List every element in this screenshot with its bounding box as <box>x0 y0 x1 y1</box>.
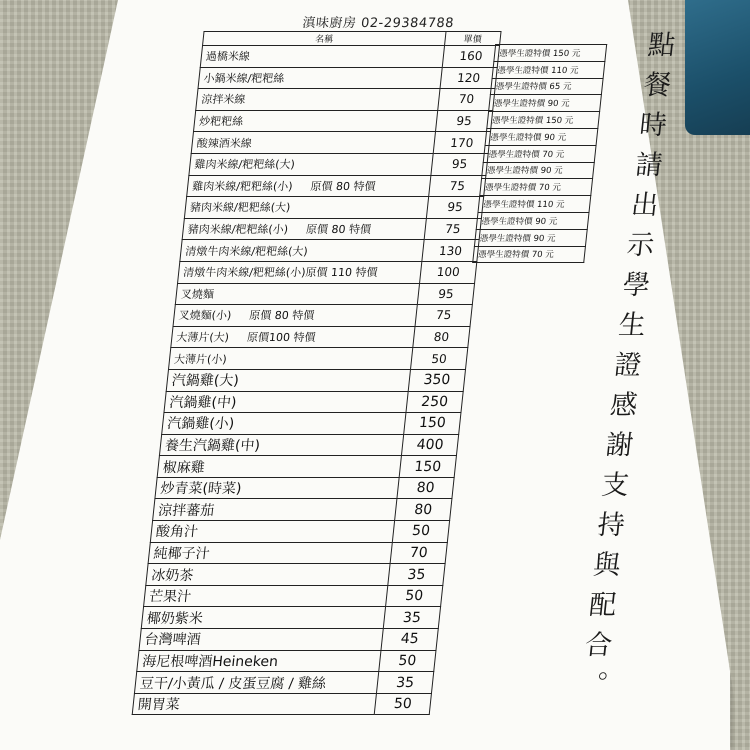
menu-item-name <box>182 218 426 240</box>
menu-item-label: 雞肉米線/粑粑絲(大) <box>193 158 296 172</box>
menu-item-price: 150 <box>404 413 461 435</box>
student-discount-price: 憑學生證特價 90 元 <box>474 229 587 246</box>
menu-item-name <box>134 672 378 694</box>
student-discount-price: 憑學生證特價 65 元 <box>490 78 603 95</box>
menu-item-label: 炒粑粑絲 <box>198 115 244 129</box>
student-discount-price: 憑學生證特價 70 元 <box>473 246 586 263</box>
restaurant-header: 滇味廚房 02-29384788 <box>301 16 455 31</box>
menu-item-name <box>137 650 381 672</box>
menu-item-name <box>144 585 388 607</box>
menu-row <box>157 456 456 478</box>
menu-item-name <box>171 326 415 348</box>
menu-item-label: 過橋米線 <box>205 50 251 64</box>
menu-row <box>187 175 486 197</box>
student-discount-row <box>480 179 593 196</box>
menu-item-label: 汽鍋雞(大) <box>170 373 240 390</box>
student-discount-price: 憑學生證特價 90 元 <box>476 212 589 229</box>
menu-item-label: 椒麻雞 <box>161 459 206 476</box>
menu-row <box>189 153 488 175</box>
menu-item-price: 35 <box>383 607 440 629</box>
menu-item-discount-note: 原價 80 特價 <box>248 309 315 323</box>
menu-item-label: 清燉牛肉米線/粑粑絲(大) <box>184 244 309 258</box>
student-discount-row <box>482 162 595 179</box>
menu-item-price: 35 <box>388 564 445 586</box>
menu-item-price: 80 <box>397 477 454 499</box>
menu-item-label: 純椰子汁 <box>152 545 211 562</box>
menu-item-label: 豆干/小黃瓜 / 皮蛋豆腐 / 雞絲 <box>139 675 327 692</box>
menu-row <box>191 132 490 154</box>
student-discount-row <box>490 78 603 95</box>
menu-item-name <box>157 456 401 478</box>
menu-row <box>164 391 463 413</box>
menu-item-name <box>148 542 392 564</box>
menu-item-name <box>175 283 419 305</box>
column-header-price: 單價 <box>445 32 501 46</box>
menu-row <box>153 499 452 521</box>
menu-item-name <box>155 477 399 499</box>
menu-item-label: 叉燒麵 <box>180 287 215 301</box>
menu-item-price: 50 <box>386 585 443 607</box>
menu-item-label: 汽鍋雞(小) <box>166 416 236 433</box>
menu-item-name <box>173 305 417 327</box>
student-discount-row <box>485 128 598 145</box>
student-discount-price: 憑學生證特價 90 元 <box>482 162 595 179</box>
menu-item-price: 50 <box>411 348 468 370</box>
menu-item-price: 100 <box>420 261 477 283</box>
menu-item-discount-note: 原價100 特價 <box>246 331 317 345</box>
menu-item-price: 80 <box>395 499 452 521</box>
student-discount-price: 憑學生證特價 110 元 <box>492 61 605 78</box>
menu-row <box>182 218 481 240</box>
menu-row <box>148 542 447 564</box>
menu-item-price: 35 <box>376 672 433 694</box>
menu-item-label: 酸辣酒米線 <box>196 136 253 150</box>
student-discount-row <box>489 95 602 112</box>
menu-item-label: 酸角汁 <box>155 524 199 541</box>
menu-item-label: 小鍋米線/粑粑絲 <box>202 71 285 85</box>
menu-item-label: 炒青菜(時菜) <box>159 481 243 498</box>
student-discount-table <box>472 44 607 263</box>
menu-item-price: 170 <box>433 132 490 154</box>
student-discount-price: 憑學生證特價 90 元 <box>489 95 602 112</box>
menu-item-discount-note: 原價 80 特價 <box>305 223 372 237</box>
menu-item-name <box>166 369 410 391</box>
menu-row <box>134 672 433 694</box>
menu-item-price: 50 <box>392 521 449 543</box>
menu-item-price: 75 <box>415 305 472 327</box>
menu-item-label: 椰奶紫米 <box>145 610 204 627</box>
menu-item-price: 75 <box>424 218 481 240</box>
menu-table <box>132 31 502 715</box>
menu-row <box>141 607 440 629</box>
student-id-notice: 點餐時請出示學生證感謝支持與配合。 <box>573 30 676 710</box>
menu-item-price: 95 <box>426 197 483 219</box>
menu-item-name <box>193 110 437 132</box>
menu-row <box>146 564 445 586</box>
menu-row <box>184 197 483 219</box>
menu-row <box>166 369 465 391</box>
menu-item-price: 95 <box>435 110 492 132</box>
menu-row <box>180 240 479 262</box>
student-discount-row <box>487 112 600 129</box>
menu-row <box>175 283 474 305</box>
menu-row <box>132 693 431 715</box>
menu-item-label: 冰奶茶 <box>150 567 195 584</box>
menu-item-price: 95 <box>431 153 488 175</box>
menu-row <box>173 305 472 327</box>
menu-item-name <box>164 391 408 413</box>
menu-item-label: 養生汽鍋雞(中) <box>164 437 261 454</box>
menu-item-name <box>139 629 383 651</box>
student-discount-price: 憑學生證特價 110 元 <box>478 196 591 213</box>
student-discount-row <box>483 145 596 162</box>
menu-row <box>169 348 468 370</box>
student-discount-row <box>476 212 589 229</box>
menu-row <box>162 413 461 435</box>
menu-item-name <box>150 521 394 543</box>
menu-item-name <box>132 693 376 715</box>
menu-item-price: 70 <box>390 542 447 564</box>
menu-item-name <box>169 348 413 370</box>
student-discount-row <box>494 45 607 62</box>
menu-item-label: 海尼根啤酒Heineken <box>141 653 279 670</box>
menu-item-name <box>189 153 433 175</box>
menu-item-label: 汽鍋雞(中) <box>168 394 238 411</box>
menu-item-price: 130 <box>422 240 479 262</box>
menu-item-label: 大薄片(大) <box>175 331 230 345</box>
menu-row <box>198 67 497 89</box>
menu-item-label: 開胃菜 <box>136 697 181 714</box>
menu-row <box>150 521 449 543</box>
menu-row <box>137 650 436 672</box>
menu-item-name <box>162 413 406 435</box>
menu-row <box>144 585 443 607</box>
student-discount-row <box>473 246 586 263</box>
student-discount-price: 憑學生證特價 70 元 <box>483 145 596 162</box>
menu-item-price: 50 <box>379 650 436 672</box>
menu-row <box>159 434 458 456</box>
menu-row <box>193 110 492 132</box>
menu-item-label: 清燉牛肉米線/粑粑絲(小)原價 110 特價 <box>182 266 379 280</box>
menu-item-label: 雞肉米線/粑粑絲(小) <box>191 179 294 193</box>
menu-row <box>196 89 495 111</box>
student-discount-price: 憑學生證特價 90 元 <box>485 128 598 145</box>
menu-item-price: 400 <box>401 434 458 456</box>
menu-item-price: 50 <box>374 693 431 715</box>
menu-item-label: 台灣啤酒 <box>143 632 202 649</box>
menu-row <box>139 629 438 651</box>
menu-item-price: 160 <box>442 46 499 68</box>
menu-item-name <box>178 261 422 283</box>
menu-item-price: 150 <box>399 456 456 478</box>
menu-item-label: 豬肉米線/粑粑絲(大) <box>189 201 291 215</box>
student-discount-price: 憑學生證特價 70 元 <box>480 179 593 196</box>
menu-header-row <box>203 32 501 46</box>
student-discount-row <box>474 229 587 246</box>
menu-item-name <box>200 46 444 68</box>
menu-item-name <box>196 89 440 111</box>
menu-item-price: 120 <box>440 67 497 89</box>
menu-item-price: 45 <box>381 629 438 651</box>
menu-row <box>200 46 499 68</box>
menu-item-price: 75 <box>429 175 486 197</box>
student-discount-price: 憑學生證特價 150 元 <box>487 112 600 129</box>
menu-item-label: 叉燒麵(小) <box>177 309 232 323</box>
menu-item-name <box>191 132 435 154</box>
menu-item-name <box>159 434 403 456</box>
menu-item-price: 70 <box>438 89 495 111</box>
menu-item-label: 涼拌蕃茄 <box>157 502 215 519</box>
menu-item-price: 350 <box>408 369 465 391</box>
student-discount-price: 憑學生證特價 150 元 <box>494 45 607 62</box>
menu-item-discount-note: 原價 80 特價 <box>309 179 377 193</box>
menu-item-label: 大薄片(小) <box>173 352 228 366</box>
column-header-name: 名稱 <box>203 32 446 46</box>
menu-item-name <box>141 607 385 629</box>
menu-item-label: 芒果汁 <box>148 589 192 606</box>
menu-item-price: 95 <box>417 283 474 305</box>
menu-row <box>171 326 470 348</box>
student-discount-row <box>492 61 605 78</box>
menu-item-name <box>146 564 390 586</box>
menu-row <box>178 261 477 283</box>
menu-row <box>155 477 454 499</box>
menu-item-name <box>184 197 428 219</box>
menu-item-name <box>180 240 424 262</box>
menu-item-label: 涼拌米線 <box>200 93 247 107</box>
menu-item-label: 豬肉米線/粑粑絲(小) <box>187 223 289 237</box>
menu-item-price: 80 <box>413 326 470 348</box>
menu-item-name <box>187 175 431 197</box>
menu-item-name <box>153 499 397 521</box>
student-discount-row <box>478 196 591 213</box>
menu-item-price: 250 <box>406 391 463 413</box>
menu-item-name <box>198 67 442 89</box>
